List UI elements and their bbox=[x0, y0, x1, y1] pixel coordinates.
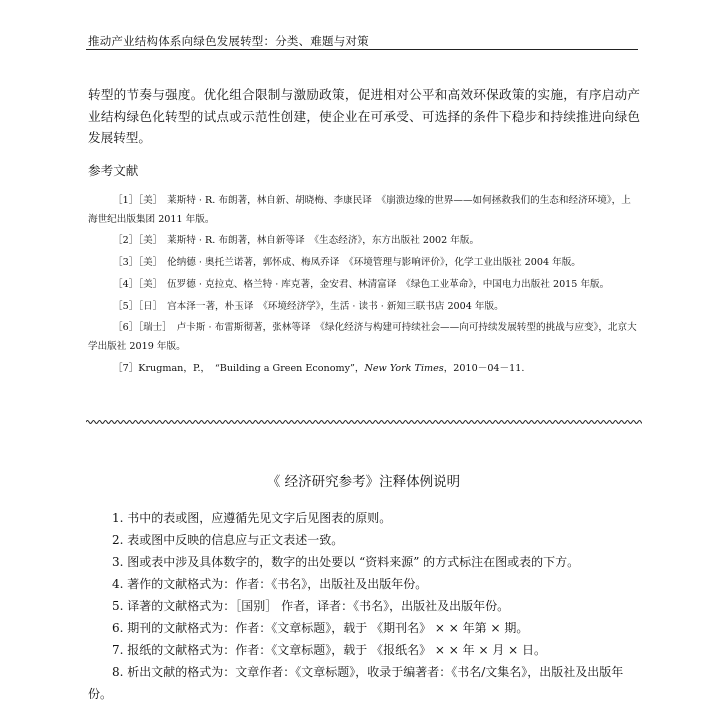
rule-item: 3. 图或表中涉及具体数字的，数字的出处要以 “资料来源” 的方式标注在图或表的下方。 bbox=[112, 555, 580, 569]
reference-text: ［美］ 莱斯特 · R. 布朗著，林自新等译 《生态经济》，东方出版社 2002 年版。 bbox=[138, 235, 480, 247]
body-paragraph: 转型的节奏与强度。优化组合限制与激励政策，促进相对公平和高效环保政策的实施，有序启动产业结构绿色化转型的试点或示范性创建，使企业在可承受、可选择的条件下稳步和持续推进向绿色发展转型。 bbox=[88, 87, 640, 145]
reference-item bbox=[88, 254, 640, 273]
reference-number: ［1］ bbox=[113, 195, 139, 206]
reference-item bbox=[88, 360, 640, 379]
reference-item bbox=[88, 298, 640, 317]
rule-item: 6. 期刊的文献格式为：作者：《文章标题》，载于 《期刊名》 × × 年第 × 期。 bbox=[112, 621, 529, 635]
reference-text: Krugman，P.， “Building a Green Economy”， bbox=[138, 362, 365, 374]
reference-number: ［4］ bbox=[113, 278, 139, 290]
reference-list bbox=[88, 192, 640, 382]
rule-item: 8. 析出文献的格式为：文章作者：《文章标题》，收录于编著者：《书名/文集名》，出版社及出版年份。 bbox=[88, 665, 624, 701]
reference-text: ［美］ 伍罗德 · 克拉克、格兰特 · 库克著，金安君、林清富译 《绿色工业革命》，中国电力出版社 2015 年版。 bbox=[138, 278, 610, 290]
reference-item bbox=[88, 232, 640, 251]
reference-number: ［2］ bbox=[113, 235, 139, 247]
rule-item: 2. 表或图中反映的信息应与正文表述一致。 bbox=[112, 533, 344, 547]
notes-title: 《 经济研究参考》注释体例说明 bbox=[266, 474, 461, 490]
reference-number: ［5］ bbox=[113, 300, 139, 312]
reference-number: ［7］ bbox=[113, 362, 139, 374]
reference-text: ［美］ 莱斯特 · R. 布朗著，林自新、胡晓梅、李康民译 《崩溃边缘的世界——如何拯救我们的生态和经济环境》，上海世纪出版集团 2011 年版。 bbox=[88, 195, 631, 225]
header-rule bbox=[86, 49, 638, 50]
wavy-divider bbox=[86, 417, 642, 427]
reference-text: ［瑞士］ 卢卡斯 · 布雷斯彻著，张林等译 《绿化经济与构建可持续社会——向可持续发展转型的挑战与应变》，北京大学出版社 2019 年版。 bbox=[88, 322, 637, 352]
reference-journal-title: New York Times bbox=[364, 362, 444, 374]
reference-item bbox=[88, 319, 640, 356]
rule-item: 5. 译著的文献格式为：［国别］ 作者，译者：《书名》，出版社及出版年份。 bbox=[112, 599, 510, 613]
rule-item: 7. 报纸的文献格式为：作者：《文章标题》，载于 《报纸名》 × × 年 × 月 × 日。 bbox=[112, 643, 547, 657]
reference-text: ［日］ 宫本泽一著，朴玉译 《环境经济学》，生活 · 读书 · 新知三联书店 2004 年版。 bbox=[138, 300, 504, 312]
reference-item bbox=[88, 276, 640, 295]
reference-number: ［6］ bbox=[113, 322, 139, 334]
reference-text: ［美］ 伦纳德 · 奥托兰诺著，郭怀成、梅凤乔译 《环境管理与影响评价》，化学工业出版社 2004 年版。 bbox=[138, 257, 581, 269]
rule-item: 1. 书中的表或图，应遵循先见文字后见图表的原则。 bbox=[112, 511, 392, 525]
rule-item: 4. 著作的文献格式为：作者：《书名》，出版社及出版年份。 bbox=[112, 577, 428, 591]
reference-item bbox=[88, 192, 640, 229]
running-header: 推动产业结构体系向绿色发展转型：分类、难题与对策 bbox=[88, 34, 369, 48]
reference-date: ，2010－04－11. bbox=[443, 362, 525, 374]
reference-number: ［3］ bbox=[113, 257, 139, 269]
references-title: 参考文献 bbox=[88, 163, 139, 178]
rules-list bbox=[88, 507, 640, 705]
